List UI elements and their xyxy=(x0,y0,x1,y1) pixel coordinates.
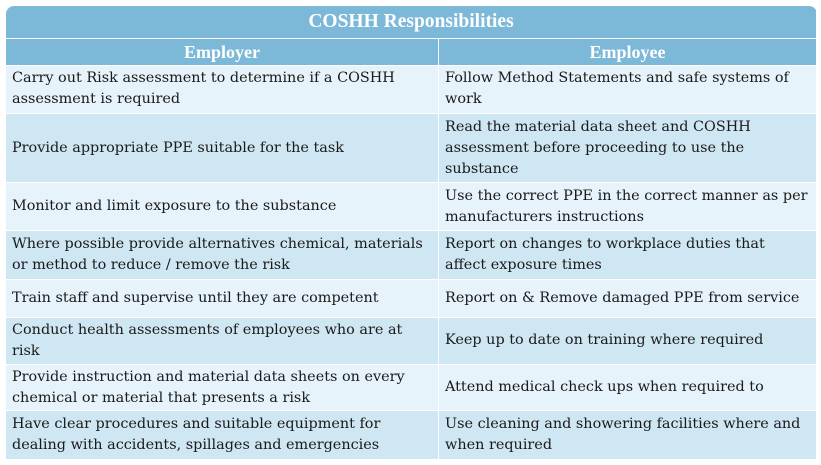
column-header-employer: Employer xyxy=(6,39,439,66)
employee-cell: Follow Method Statements and safe systems of work xyxy=(439,66,817,114)
employer-cell: Carry out Risk assessment to determine if a COSHH assessment is required xyxy=(6,66,439,114)
table-row xyxy=(6,279,817,317)
table-row xyxy=(6,364,817,411)
employer-cell: Provide instruction and material data sheets on every chemical or material that presents a risk xyxy=(6,364,439,411)
employee-cell: Report on changes to workplace duties that affect exposure times xyxy=(439,231,817,280)
employer-cell: Provide appropriate PPE suitable for the task xyxy=(6,113,439,183)
employee-cell: Report on & Remove damaged PPE from service xyxy=(439,279,817,317)
employer-cell: Train staff and supervise until they are competent xyxy=(6,279,439,317)
employee-cell: Keep up to date on training where required xyxy=(439,318,817,365)
table-row xyxy=(6,411,817,460)
employee-cell: Use the correct PPE in the correct manner as per manufacturers instructions xyxy=(439,183,817,231)
employee-cell: Read the material data sheet and COSHH assessment before proceeding to use the substance xyxy=(439,113,817,183)
table-title: COSHH Responsibilities xyxy=(6,6,817,39)
employer-cell: Conduct health assessments of employees who are at risk xyxy=(6,318,439,365)
table-row xyxy=(6,318,817,365)
employer-cell: Monitor and limit exposure to the substance xyxy=(6,183,439,231)
table-row xyxy=(6,231,817,280)
table-row xyxy=(6,183,817,231)
employer-cell: Have clear procedures and suitable equipment for dealing with accidents, spillages and emergencies xyxy=(6,411,439,460)
table-row xyxy=(6,113,817,183)
column-header-employee: Employee xyxy=(439,39,817,66)
coshh-responsibilities-table xyxy=(5,5,817,460)
employer-cell: Where possible provide alternatives chemical, materials or method to reduce / remove the risk xyxy=(6,231,439,280)
header-row xyxy=(6,39,817,66)
title-row xyxy=(6,6,817,39)
employee-cell: Use cleaning and showering facilities where and when required xyxy=(439,411,817,460)
employee-cell: Attend medical check ups when required to xyxy=(439,364,817,411)
coshh-table-container xyxy=(5,5,816,460)
table-row xyxy=(6,66,817,114)
